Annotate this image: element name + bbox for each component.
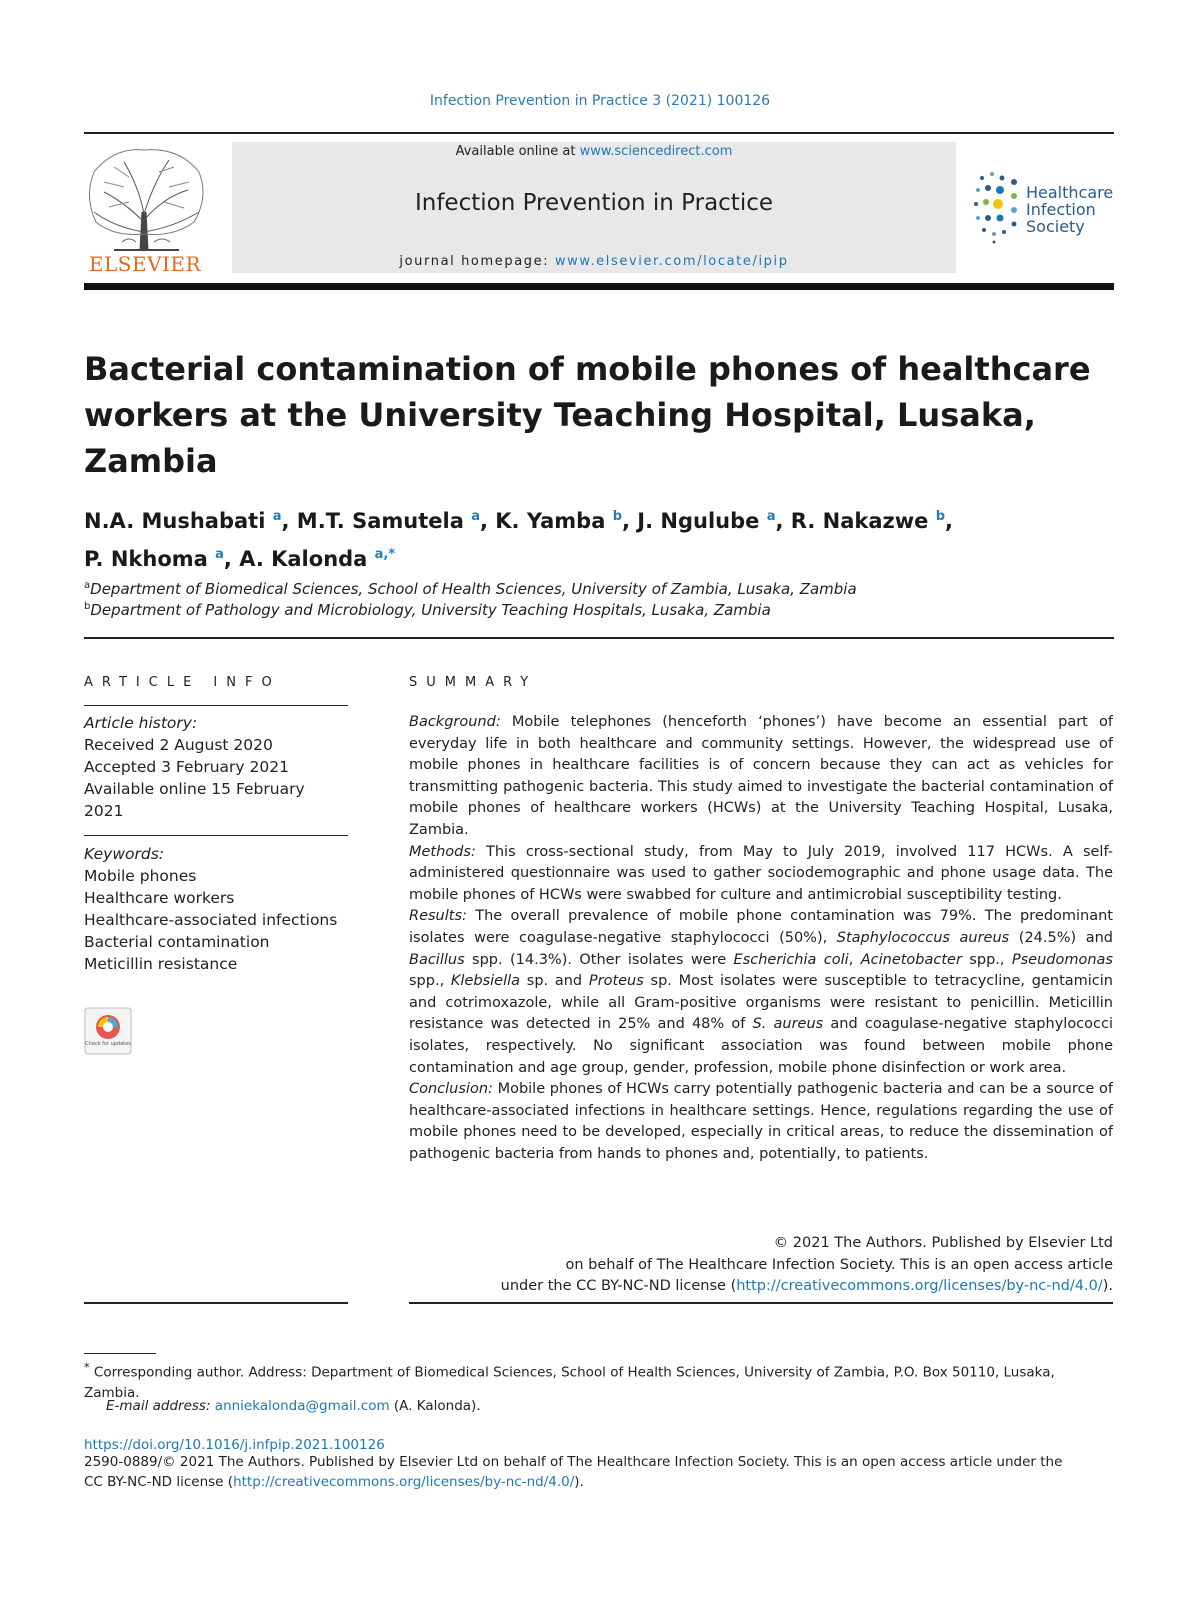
author-affiliation-mark[interactable]: a,* (374, 547, 396, 562)
email-suffix: (A. Kalonda). (389, 1398, 481, 1414)
summary-body (409, 712, 1113, 1165)
affiliation-b (84, 601, 771, 619)
available-online-date: Available online 15 February 2021 (84, 780, 305, 820)
footnote-rule (84, 1353, 156, 1354)
article-history-label: Article history: (84, 714, 198, 732)
journal-homepage-label: journal homepage: (399, 254, 555, 269)
keywords-label: Keywords: (84, 845, 164, 863)
copyright-text: under the CC BY-NC-ND license ( (500, 1278, 737, 1294)
author-name[interactable]: K. Yamba (495, 509, 606, 533)
results-text: and coagulase-negative staphylococci isolates, respectively. No significant association was found between mobile phone contamination and age group, gender, profession, mobile phone disinfection or work area. (409, 1016, 1114, 1076)
bottom-license-text: 2590-0889/© 2021 The Authors. Published by Elsevier Ltd on behalf of The Healthcare Infection Society. This is an open access article under the CC BY-NC-ND license ( (84, 1454, 1063, 1490)
summary-conclusion (409, 1079, 1113, 1165)
received-date: Received 2 August 2020 (84, 736, 273, 754)
affiliation-text: Department of Biomedical Sciences, School of Health Sciences, University of Zambia, Lusaka, Zambia (90, 580, 857, 598)
results-text: sp. and (520, 973, 589, 990)
his-wordmark (1026, 184, 1113, 235)
summary-heading: SUMMARY (409, 675, 538, 690)
results-text: spp., (409, 973, 451, 990)
results-text: (24.5%) and (1009, 929, 1113, 946)
his-word-2: Infection (1026, 200, 1096, 219)
author-affiliation-mark[interactable]: b (612, 509, 622, 524)
author-list: N.A. Mushabati $^a$, M.T. Samutela $^a$, K. Yamba $^b$, J. Ngulube $^a$, R. Nakazwe $^b$, P. Nkhoma $^a$, A. Kalonda $^{a,*}$ (84, 509, 953, 571)
keyword-item: Healthcare-associated infections (84, 911, 338, 929)
accepted-date: Accepted 3 February 2021 (84, 758, 289, 776)
his-word-1: Healthcare (1026, 183, 1114, 202)
results-text: spp., (961, 951, 1012, 968)
keyword-item: Bacterial contamination (84, 933, 270, 951)
results-text: sp. Most isolates were susceptible to tetracycline, gentamicin and cotrimoxazole, while all Gram-positive organisms were resistant to penicillin. Meticillin resistance was detected in 25% and 48% of (409, 973, 1113, 1033)
journal-title: Infection Prevention in Practice (414, 190, 774, 216)
copyright-line: © 2021 The Authors. Published by Elsevier Ltd (773, 1235, 1113, 1251)
article-info-rule-mid (84, 835, 348, 836)
check-for-updates-icon[interactable] (84, 1007, 132, 1055)
journal-citation: Infection Prevention in Practice 3 (2021) 100126 (429, 93, 771, 109)
copyright-text: ). (1102, 1278, 1113, 1294)
organism-name: Proteus (588, 973, 644, 990)
keyword-item: Meticillin resistance (84, 955, 238, 973)
article-history (84, 712, 348, 822)
organism-name: Escherichia coli (733, 951, 849, 968)
article-info-heading: ARTICLE INFO (84, 675, 281, 690)
elsevier-wordmark: ELSEVIER (88, 252, 202, 276)
corresponding-author-footnote (84, 1358, 1114, 1403)
his-word-3: Society (1026, 217, 1085, 236)
methods-label: Methods: (409, 843, 476, 860)
summary-methods (409, 842, 1113, 907)
organism-name: Klebsiella (450, 973, 521, 990)
organism-name: S. aureus (752, 1016, 824, 1033)
background-text: Mobile telephones (henceforth ‘phones’) have become an essential part of everyday life in both healthcare and community settings. However, the widespread use of mobile phones in healthcare facilities is of concern because they can act as vehicles for transmitting pathogenic bacteria. This study aimed to investigate the bacterial contamination of mobile phones of healthcare workers (HCWs) at the University Teaching Hospital, Lusaka, Zambia. (409, 714, 1113, 838)
results-label: Results: (409, 908, 467, 925)
article-title: Bacterial contamination of mobile phones of healthcare workers at the University Teaching Hospital, Lusaka, Zambia (84, 350, 1091, 480)
author-name[interactable]: M.T. Samutela (296, 509, 464, 533)
copyright-line: on behalf of The Healthcare Infection Society. This is an open access article (565, 1256, 1113, 1273)
copyright-statement (409, 1233, 1113, 1298)
methods-text: This cross-sectional study, from May to July 2019, involved 117 HCWs. A self-administered questionnaire was used to gather sociodemographic and phone usage data. The mobile phones of HCWs were swabbed for culture and antimicrobial susceptibility testing. (409, 843, 1113, 903)
email-label: E-mail address: (106, 1398, 211, 1414)
affiliation-a (84, 580, 857, 598)
email-link[interactable]: anniekalonda@gmail.com (214, 1398, 390, 1414)
journal-homepage-link[interactable]: www.elsevier.com/locate/ipip (554, 254, 789, 269)
article-info-rule-bottom (84, 1302, 348, 1304)
footnote-text: Corresponding author. Address: Department of Biomedical Sciences, School of Health Sciences, University of Zambia, P.O. Box 50110, Lusaka, Zambia. (84, 1364, 1055, 1401)
author-affiliation-mark[interactable]: a (272, 509, 282, 524)
author-affiliation-mark[interactable]: a (215, 547, 224, 562)
organism-name: Pseudomonas (1011, 951, 1113, 968)
author-name[interactable]: A. Kalonda (239, 547, 368, 571)
keyword-item: Mobile phones (84, 867, 197, 885)
check-for-updates-label: Check for updates (85, 1041, 131, 1047)
article-info-rule-top (84, 705, 348, 706)
header-top-rule (84, 132, 1114, 134)
copyright-line (409, 1276, 1113, 1298)
keywords-block (84, 843, 348, 975)
bottom-license-suffix: ). (574, 1474, 584, 1490)
conclusion-text: Mobile phones of HCWs carry potentially pathogenic bacteria and can be a source of healthcare-associated infections in healthcare settings. Hence, regulations regarding the use of mobile phones need to be developed, especially in critical areas, to reduce the dissemination of pathogenic bacteria from hands to phones and, potentially, to patients. (409, 1081, 1113, 1162)
organism-name: Bacillus (409, 951, 465, 968)
results-text: , (848, 951, 861, 968)
author-name[interactable]: N.A. Mushabati (84, 509, 266, 533)
keyword-item: Healthcare workers (84, 889, 235, 907)
doi-link[interactable]: https://doi.org/10.1016/j.infpip.2021.100126 (84, 1437, 385, 1453)
results-text: spp. (14.3%). Other isolates were (464, 951, 734, 968)
organism-name: Acinetobacter (860, 951, 962, 968)
organism-name: Staphylococcus aureus (836, 929, 1010, 946)
affiliation-rule (84, 637, 1114, 639)
author-affiliation-mark[interactable]: b (935, 509, 946, 524)
journal-homepage (232, 254, 956, 269)
email-footnote (106, 1398, 481, 1414)
background-label: Background: (409, 714, 501, 730)
author-name[interactable]: P. Nkhoma (84, 547, 208, 571)
summary-background (409, 712, 1113, 842)
license-link[interactable]: http://creativecommons.org/licenses/by-nc-nd/4.0/ (736, 1278, 1103, 1294)
conclusion-label: Conclusion: (409, 1081, 493, 1098)
affiliation-mark: b (84, 601, 91, 612)
results-text: The overall prevalence of mobile phone contamination was 79%. The predominant isolates were coagulase-negative staphylococci (50%), (409, 908, 1113, 946)
affiliation-text: Department of Pathology and Microbiology, University Teaching Hospitals, Lusaka, Zambia (90, 601, 771, 619)
summary-rule-bottom (409, 1302, 1113, 1304)
bottom-license-link[interactable]: http://creativecommons.org/licenses/by-nc-nd/4.0/ (233, 1474, 575, 1490)
available-online (232, 144, 956, 159)
header-bottom-rule (84, 283, 1114, 290)
author-affiliation-mark[interactable]: a (766, 509, 776, 524)
journal-header-box (232, 142, 956, 273)
bottom-license (84, 1452, 1084, 1492)
sciencedirect-link[interactable]: www.sciencedirect.com (579, 144, 733, 159)
author-affiliation-mark[interactable]: a (471, 509, 480, 524)
author-name[interactable]: R. Nakazwe (790, 509, 929, 533)
available-online-label: Available online at (455, 144, 580, 159)
affiliation-mark: a (84, 580, 91, 591)
summary-results (409, 906, 1113, 1079)
footnote-mark: * (84, 1361, 90, 1374)
author-name[interactable]: J. Ngulube (637, 509, 760, 533)
